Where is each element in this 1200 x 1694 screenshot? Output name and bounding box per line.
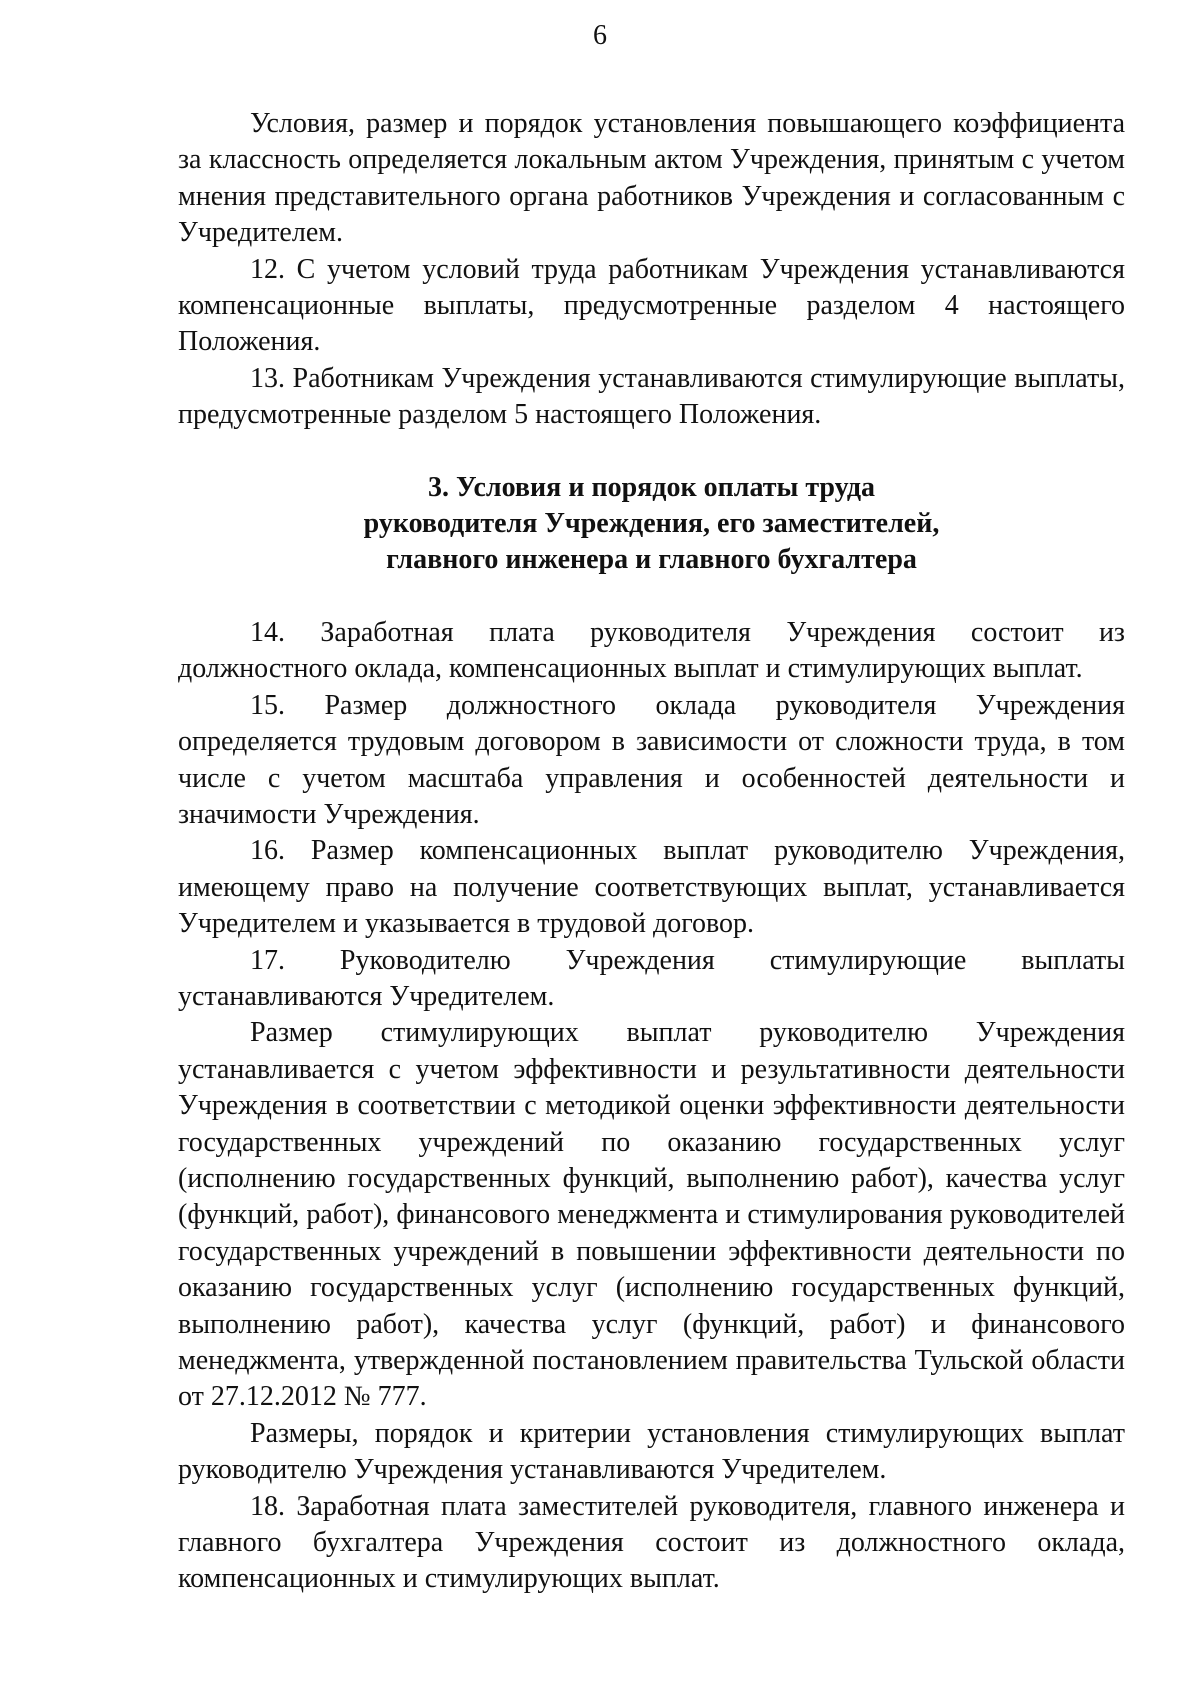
paragraph-15: 15. Размер должностного оклада руководителя Учреждения определяется трудовым договором в зависимости от сложности труда, в том числе с учетом масштаба управления и особенностей деятельности и значимости Учреждения. bbox=[178, 689, 1125, 830]
paragraph-classness-coefficient: Условия, размер и порядок установления повышающего коэффициента за классность определяется локальным актом Учреждения, принятым с учетом мнения представительного органа работников Учреждения и согласованным с Учредителем. bbox=[178, 108, 1125, 249]
paragraph-18: 18. Заработная плата заместителей руководителя, главного инженера и главного бухгалтера Учреждения состоит из должностного оклада, компенсационных и стимулирующих выплат. bbox=[178, 1490, 1125, 1595]
paragraph-17: 17. Руководителю Учреждения стимулирующие выплаты устанавливаются Учредителем. bbox=[178, 944, 1125, 1012]
paragraph-14: 14. Заработная плата руководителя Учреждения состоит из должностного оклада, компенсационных выплат и стимулирующих выплат. bbox=[178, 616, 1125, 685]
paragraph-incentive-payments-criteria: Размеры, порядок и критерии установления стимулирующих выплат руководителю Учреждения устанавливаются Учредителем. bbox=[178, 1417, 1125, 1486]
page-number: 6 bbox=[593, 20, 607, 51]
paragraph-13: 13. Работникам Учреждения устанавливаются стимулирующие выплаты, предусмотренные разделом 5 настоящего Положения. bbox=[178, 362, 1125, 431]
section-heading bbox=[178, 470, 1125, 579]
section-heading-line-2: руководителя Учреждения, его заместителей, bbox=[363, 508, 940, 540]
section-heading-line-3: главного инженера и главного бухгалтера bbox=[386, 544, 917, 576]
section-heading-line-1: 3. Условия и порядок оплаты труда bbox=[427, 471, 876, 503]
paragraph-16: 16. Размер компенсационных выплат руководителю Учреждения, имеющему право на получение соответствующих выплат, устанавливается Учредителем и указывается в трудовой договор. bbox=[178, 835, 1125, 940]
paragraph-12: 12. С учетом условий труда работникам Учреждения устанавливаются компенсационные выплаты, предусмотренные разделом 4 настоящего Положения. bbox=[178, 253, 1125, 358]
document-body bbox=[178, 106, 1125, 1598]
paragraph-incentive-payments-size: Размер стимулирующих выплат руководителю Учреждения устанавливается с учетом эффективности и результативности деятельности Учреждения в соответствии с методикой оценки эффективности деятельности государственных учреждений по оказанию государственных услуг (исполнению государственных функций, выполнению работ), качества услуг (функций, работ), финансового менеджмента и стимулирования руководителей государственных учреждений в повышении эффективности деятельности по оказанию государственных услуг (исполнению государственных функций, выполнению работ), качества услуг (функций, работ) и финансового менеджмента, утвержденной постановлением правительства Тульской области от 27.12.2012 № 777. bbox=[178, 1017, 1125, 1413]
